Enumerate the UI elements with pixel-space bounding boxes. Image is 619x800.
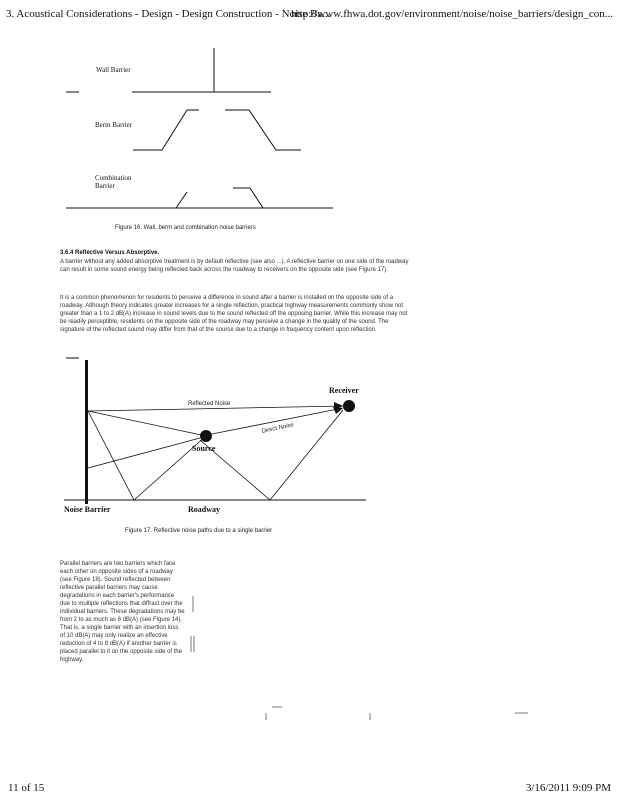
parallel-barriers-text: Parallel barriers are two barriers which face each other on opposite sides of a roadway (see Figure 18). Sound reflected between reflective parallel barriers may cause degradations in each barrier's performance due to multiple reflections that diffract over the individual barriers. These degradations may be from 2 to as much as 6 dB(A) (see Figure 14). That is, a single barrier with an insertion loss of 10 dB(A) may only realize an effective reduction of 4 to 8 dB(A) if another barrier is placed parallel to it on the opposite side of the highway. [60, 561, 185, 663]
label-source: Source [192, 444, 216, 453]
figure16-combination-diagram [66, 188, 333, 208]
section-heading: 3.6.4 Reflective Versus Absorptive. [60, 250, 160, 256]
label-receiver: Receiver [329, 386, 359, 395]
scan-marks [191, 596, 528, 720]
footer-date: 3/16/2011 9:09 PM [525, 782, 611, 794]
label-combination-1: Combination [95, 174, 132, 182]
footer-page: 11 of 15 [8, 782, 45, 794]
label-roadway: Roadway [188, 505, 221, 514]
figure16-berm-diagram [133, 110, 301, 150]
label-berm-barrier: Berm Barrier [95, 121, 133, 129]
label-direct-noise: Direct Noise [261, 422, 295, 435]
receiver-point [343, 400, 355, 412]
section-paragraph-1: A barrier without any added absorptive treatment is by default reflective (see also ...). A reflective barrier on one side of the roadway can result in some sound energy being reflected back across the roadway to receivers on the opposite side (see Figure 17). [60, 259, 409, 273]
label-noise-barrier: Noise Barrier [64, 505, 111, 514]
noise-barrier-wall [85, 360, 88, 504]
label-reflected-noise: Reflected Noise [188, 401, 231, 407]
header-url[interactable]: http://www.fhwa.dot.gov/environment/noise/noise_barriers/design_con... [291, 8, 613, 20]
section-paragraph-2: It is a common phenomenon for residents to perceive a difference in sound after a barrier is installed on the opposite side of a roadway. Although theory indicates greater increases for a single reflection, practical highway measurements commonly show not greater than a 1 to 2 dB(A) increase in sound levels due to the sound reflected off the opposing barrier. While this increase may not be readily perceptible, residents on the opposite side of the roadway may perceive a change in the quality of the sound. The signature of the reflected sound may differ from that of the source due to a change in frequency content upon reflection. [60, 295, 408, 333]
figure17-caption: Figure 17. Reflective noise paths due to a single barrier [125, 528, 273, 534]
label-wall-barrier: Wall Barrier [96, 66, 131, 74]
header-title: 3. Acoustical Considerations - Design - Design Construction - Noise Ba... [6, 8, 331, 20]
figure17-diagram [64, 358, 366, 504]
figure16-caption: Figure 16. Wall, berm and combination noise barriers [115, 225, 256, 231]
label-combination-2: Barrier [95, 182, 115, 190]
